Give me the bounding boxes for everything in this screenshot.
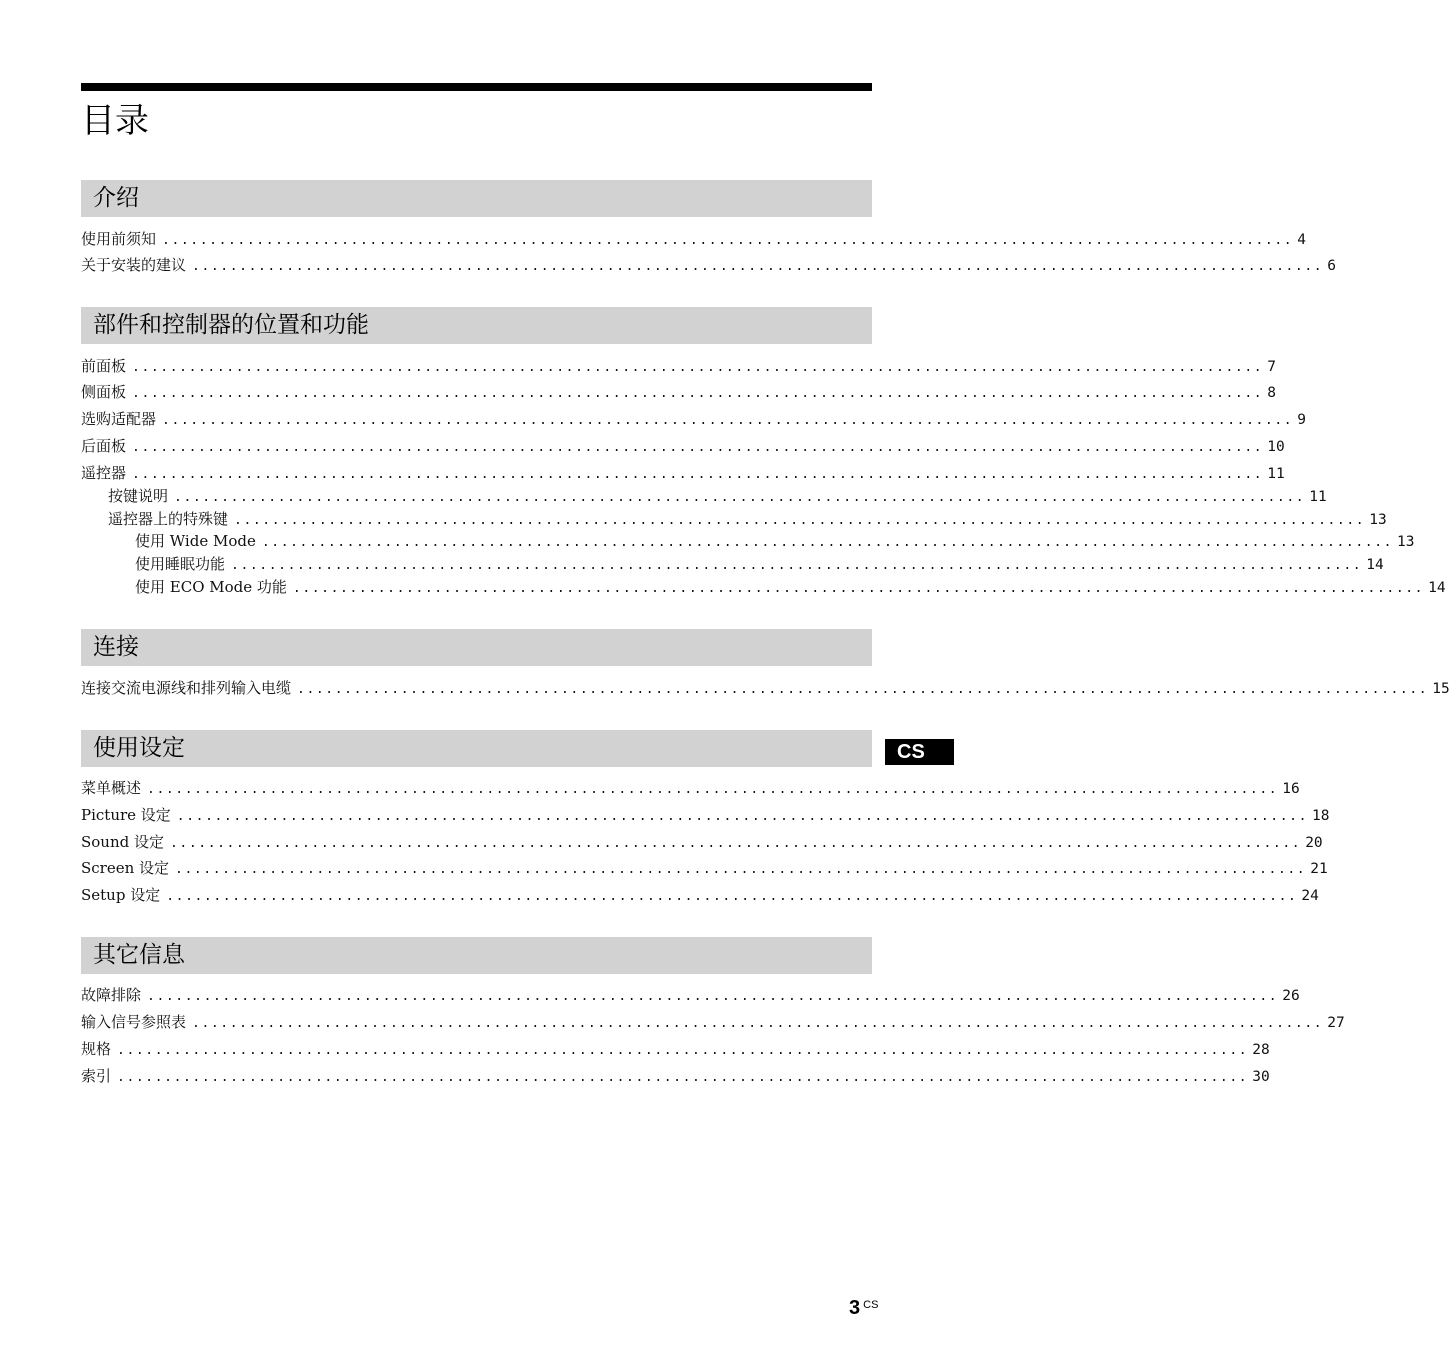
language-tab: CS [885, 739, 954, 765]
toc-entry-page: 16 [1282, 781, 1300, 797]
toc-entry-page: 7 [1267, 359, 1276, 375]
toc-entry[interactable] [81, 984, 1300, 1006]
toc-subentry[interactable] [108, 485, 1327, 507]
dot-leader: ........................................................................................................................ [192, 259, 1324, 274]
dot-leader: ........................................................................................................................ [162, 413, 1294, 428]
toc-entry-label: 使用睡眠功能 [135, 555, 226, 573]
toc-entry-label: 前面板 [81, 357, 127, 375]
toc-entry[interactable] [81, 228, 1306, 250]
section-header-introduction [81, 180, 872, 217]
toc-entry[interactable] [81, 1011, 1345, 1033]
toc-entry-page: 13 [1369, 512, 1387, 528]
toc-entry[interactable] [81, 381, 1276, 403]
toc-entry-label: 选购适配器 [81, 410, 157, 428]
toc-entry-label: 使用 ECO Mode 功能 [135, 578, 287, 596]
toc-entry-page: 4 [1297, 232, 1306, 248]
dot-leader: ........................................................................................................................ [162, 233, 1294, 248]
toc-subsubentry[interactable] [135, 553, 1384, 575]
toc-entry-page: 13 [1397, 534, 1415, 550]
toc-entry[interactable] [81, 408, 1306, 430]
toc-entry-label: 按键说明 [108, 487, 169, 505]
dot-leader: ........................................................................................................................ [174, 490, 1306, 505]
toc-entry[interactable] [81, 857, 1328, 879]
section-title: 介绍 [93, 185, 139, 211]
dot-leader: ........................................................................................................................ [132, 386, 1264, 401]
toc-entry-page: 15 [1432, 681, 1450, 697]
toc-entry-label: 菜单概述 [81, 779, 142, 797]
toc-entry-page: 18 [1312, 808, 1330, 824]
toc-entry-label: 连接交流电源线和排列输入电缆 [81, 679, 292, 697]
dot-leader: ........................................................................................................................ [132, 467, 1264, 482]
toc-entry-page: 24 [1301, 888, 1319, 904]
dot-leader: ........................................................................................................................ [261, 535, 1394, 550]
toc-entry[interactable] [81, 777, 1300, 799]
dot-leader: ........................................................................................................................ [297, 682, 1429, 697]
toc-entry-label: 关于安装的建议 [81, 256, 187, 274]
toc-entry-page: 26 [1282, 988, 1300, 1004]
toc-entry-page: 11 [1267, 466, 1285, 482]
dot-leader: ........................................................................................................................ [234, 513, 1366, 528]
section-header-connections [81, 629, 872, 666]
dot-leader: ........................................................................................................................ [192, 1016, 1324, 1031]
toc-entry-label: 遥控器 [81, 464, 127, 482]
toc-subsubentry[interactable] [135, 576, 1446, 598]
dot-leader: ........................................................................................................................ [147, 989, 1279, 1004]
section-header-other-information [81, 937, 872, 974]
section-title: 连接 [93, 634, 139, 660]
toc-subentry[interactable] [108, 508, 1387, 530]
toc-entry-page: 11 [1309, 489, 1327, 505]
page-number-value: 3 [849, 1297, 861, 1319]
dot-leader: ........................................................................................................................ [231, 558, 1363, 573]
toc-entry[interactable] [81, 435, 1285, 457]
toc-entry-page: 20 [1305, 835, 1323, 851]
section-title: 部件和控制器的位置和功能 [93, 312, 369, 338]
dot-leader: ........................................................................................................................ [175, 862, 1307, 877]
dot-leader: ........................................................................................................................ [176, 809, 1308, 824]
toc-entry-label: 索引 [81, 1067, 112, 1085]
dot-leader: ........................................................................................................................ [166, 889, 1298, 904]
toc-entry-page: 6 [1327, 258, 1336, 274]
toc-entry-label: Picture 设定 [81, 806, 171, 824]
page-number [849, 1297, 878, 1320]
toc-entry-page: 28 [1252, 1042, 1270, 1058]
toc-entry[interactable] [81, 462, 1285, 484]
toc-entry[interactable] [81, 884, 1319, 906]
toc-entry-label: 遥控器上的特殊键 [108, 510, 229, 528]
toc-entry-page: 14 [1428, 580, 1446, 596]
toc-entry-page: 21 [1310, 861, 1328, 877]
toc-entry[interactable] [81, 355, 1276, 377]
toc-entry-label: Setup 设定 [81, 886, 161, 904]
toc-entry-page: 14 [1366, 557, 1384, 573]
toc-entry[interactable] [81, 1065, 1270, 1087]
toc-entry-label: 侧面板 [81, 383, 127, 401]
section-title: 其它信息 [93, 942, 185, 968]
toc-entry-label: 使用 Wide Mode [135, 532, 256, 550]
toc-subsubentry[interactable] [135, 530, 1415, 552]
toc-entry-label: 规格 [81, 1040, 112, 1058]
toc-entry-label: 后面板 [81, 437, 127, 455]
toc-entry-page: 27 [1327, 1015, 1345, 1031]
toc-entry-label: 输入信号参照表 [81, 1013, 187, 1031]
section-title: 使用设定 [93, 735, 185, 761]
toc-entry-page: 9 [1297, 412, 1306, 428]
toc-entry[interactable] [81, 804, 1330, 826]
toc-entry-label: Sound 设定 [81, 833, 164, 851]
toc-entry-page: 30 [1252, 1069, 1270, 1085]
toc-entry[interactable] [81, 1038, 1270, 1060]
page-number-suffix: CS [863, 1299, 879, 1311]
dot-leader: ........................................................................................................................ [147, 782, 1279, 797]
toc-entry[interactable] [81, 677, 1450, 699]
dot-leader: ........................................................................................................................ [132, 360, 1264, 375]
page-title: 目录 [81, 101, 149, 141]
section-header-settings [81, 730, 872, 767]
toc-entry[interactable] [81, 831, 1323, 853]
toc-entry-label: Screen 设定 [81, 859, 170, 877]
section-header-parts-and-controls [81, 307, 872, 344]
toc-entry-page: 10 [1267, 439, 1285, 455]
dot-leader: ........................................................................................................................ [292, 581, 1425, 596]
dot-leader: ........................................................................................................................ [117, 1070, 1249, 1085]
dot-leader: ........................................................................................................................ [170, 836, 1302, 851]
toc-entry-label: 使用前须知 [81, 230, 157, 248]
dot-leader: ........................................................................................................................ [132, 440, 1264, 455]
dot-leader: ........................................................................................................................ [117, 1043, 1249, 1058]
title-rule [81, 83, 872, 91]
toc-entry-page: 8 [1267, 385, 1276, 401]
toc-entry[interactable] [81, 254, 1336, 276]
toc-entry-label: 故障排除 [81, 986, 142, 1004]
